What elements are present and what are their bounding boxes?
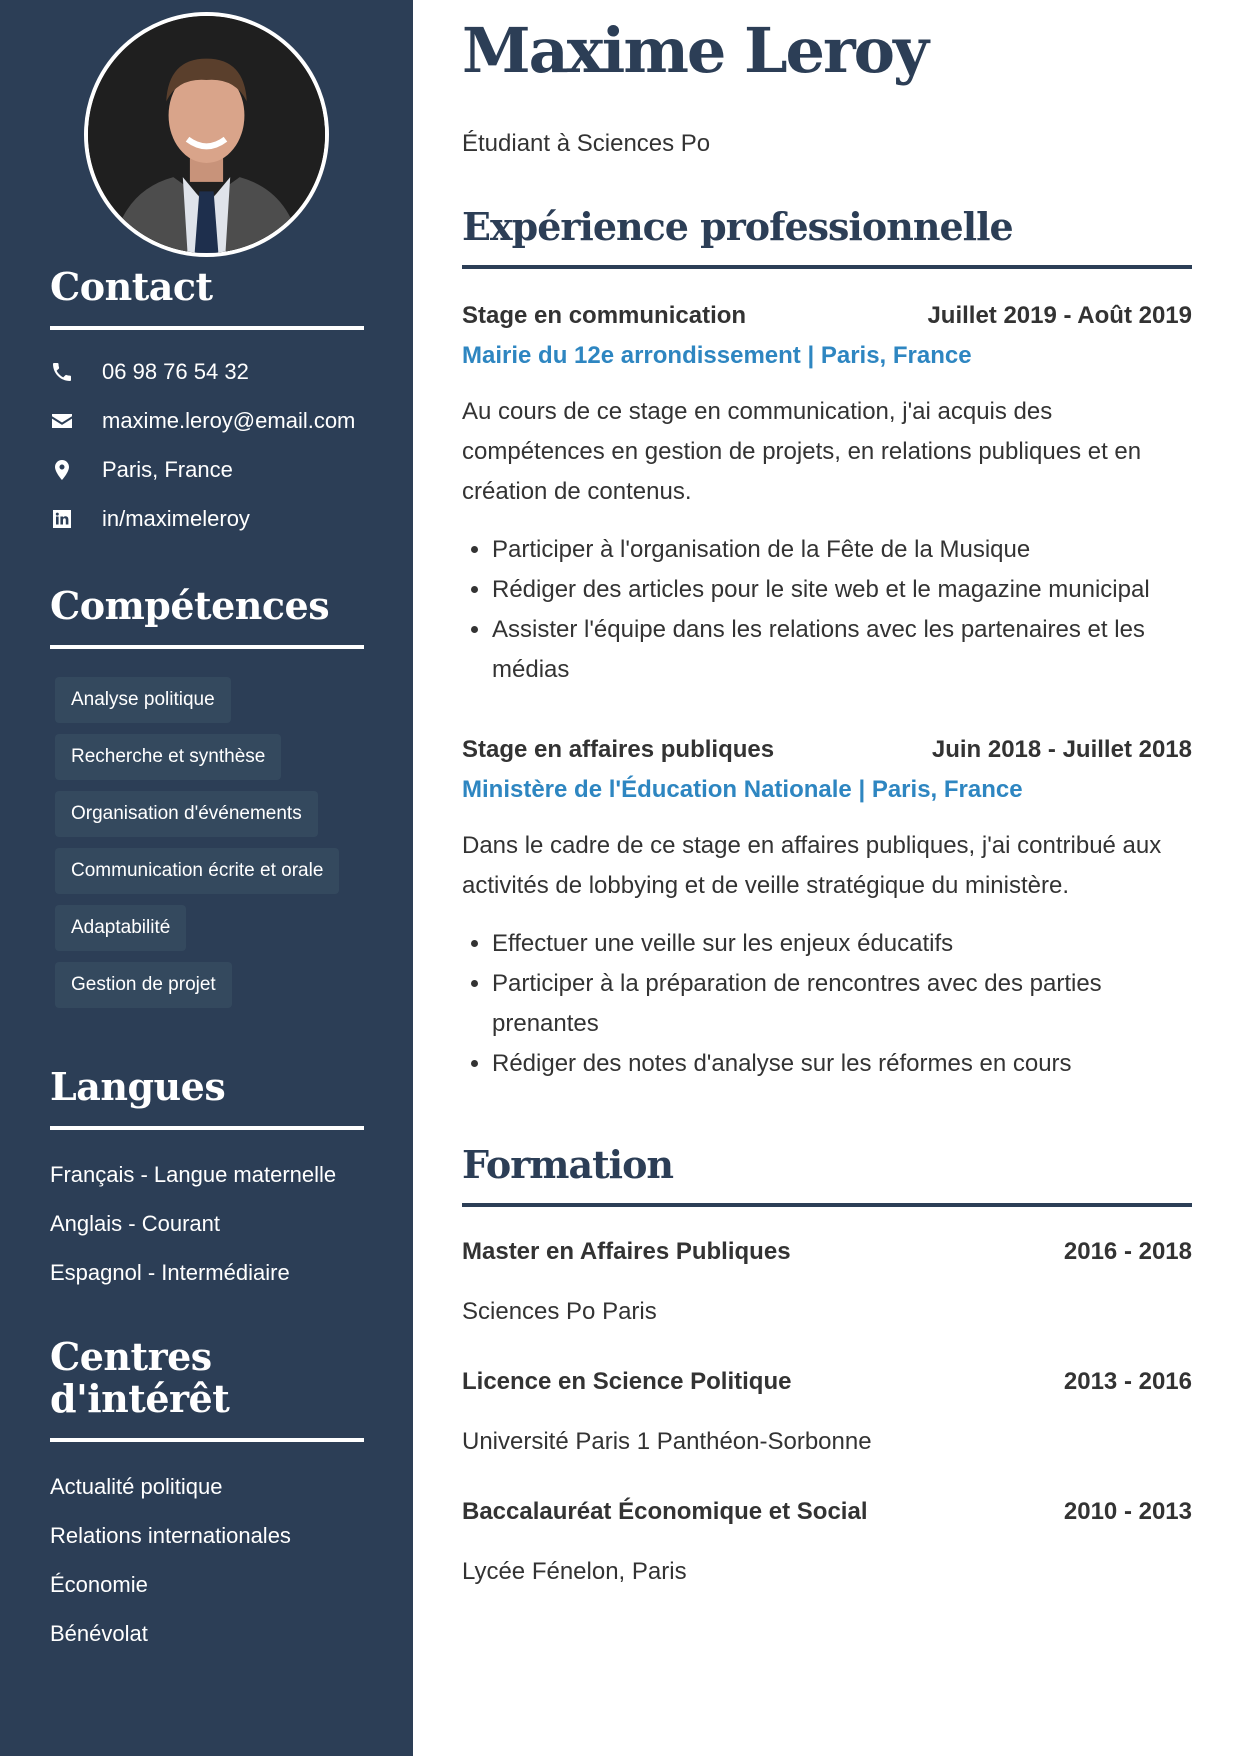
- job-header: [462, 302, 1192, 330]
- skill-tag: Adaptabilité: [55, 905, 186, 951]
- education-title: Formation: [462, 1142, 674, 1187]
- contact-list: [50, 348, 364, 544]
- interest-item: Relations internationales: [50, 1522, 291, 1548]
- job-bullet: • Participer à l'organisation de la Fête de la Musique: [492, 530, 1192, 570]
- education-dates: 2010 - 2013: [1063, 1498, 1192, 1525]
- skill-tag: Communication écrite et orale: [55, 848, 339, 894]
- profile-photo-image: [88, 16, 325, 253]
- contact-section: [50, 266, 364, 544]
- education-dates: 2016 - 2018: [1063, 1238, 1192, 1265]
- education-degree: Master en Affaires Publiques: [462, 1238, 791, 1265]
- sidebar: [0, 0, 413, 1756]
- profile-name: Maxime Leroy: [462, 14, 928, 87]
- education-header-row: [462, 1238, 1192, 1266]
- job-entry-2: [462, 736, 1192, 1084]
- skill-tag: Organisation d'événements: [55, 791, 318, 837]
- education-entry-2: [462, 1368, 1192, 1456]
- contact-location-text: Paris, France: [102, 457, 233, 483]
- linkedin-icon: [50, 507, 102, 531]
- education-entry-1: [462, 1238, 1192, 1326]
- contact-phone[interactable]: [50, 348, 364, 397]
- education-header-row: [462, 1498, 1192, 1526]
- interest-item: Bénévolat: [50, 1620, 148, 1646]
- contact-phone-text: 06 98 76 54 32: [102, 359, 249, 385]
- contact-email[interactable]: [50, 397, 364, 446]
- envelope-icon: [50, 409, 102, 433]
- education-school: Université Paris 1 Panthéon-Sorbonne: [462, 1428, 872, 1455]
- job-bullet: • Assister l'équipe dans les relations avec les partenaires et les médias: [492, 610, 1192, 690]
- skill-tag: Recherche et synthèse: [55, 734, 281, 780]
- education-dates: 2013 - 2016: [1063, 1368, 1192, 1395]
- profile-subtitle: Étudiant à Sciences Po: [462, 130, 711, 157]
- job-entry-1: [462, 302, 1192, 690]
- job-bullet: • Participer à la préparation de rencontres avec des parties prenantes: [492, 964, 1192, 1044]
- job-organization: Ministère de l'Éducation Nationale | Paris, France: [462, 776, 1023, 803]
- contact-email-text: maxime.leroy@email.com: [102, 408, 356, 434]
- job-bullets: [462, 924, 1192, 1084]
- phone-icon: [50, 360, 102, 384]
- languages-title: Langues: [50, 1064, 226, 1109]
- languages-section: [50, 1066, 364, 1297]
- skills-title: Compétences: [50, 583, 330, 628]
- skills-list: [50, 677, 364, 1008]
- job-description: Dans le cadre de ce stage en affaires publiques, j'ai contribué aux activités de lobbying et de veille stratégique du ministère.: [462, 832, 1162, 899]
- skills-divider: [50, 645, 364, 649]
- language-item: Espagnol - Intermédiaire: [50, 1259, 290, 1285]
- job-bullet: • Rédiger des notes d'analyse sur les réformes en cours: [492, 1044, 1192, 1084]
- skill-tag: Analyse politique: [55, 677, 231, 723]
- language-item: Anglais - Courant: [50, 1210, 220, 1236]
- job-bullet: • Rédiger des articles pour le site web et le magazine municipal: [492, 570, 1192, 610]
- interests-divider: [50, 1438, 364, 1442]
- education-school: Sciences Po Paris: [462, 1298, 657, 1325]
- education-degree: Baccalauréat Économique et Social: [462, 1498, 868, 1525]
- education-degree: Licence en Science Politique: [462, 1368, 792, 1395]
- job-header: [462, 736, 1192, 764]
- job-bullets: [462, 530, 1192, 690]
- education-entry-3: [462, 1498, 1192, 1586]
- language-item: Français - Langue maternelle: [50, 1161, 337, 1187]
- education-header-row: [462, 1368, 1192, 1396]
- education-school: Lycée Fénelon, Paris: [462, 1558, 687, 1585]
- contact-divider: [50, 326, 364, 330]
- job-role: Stage en communication: [462, 302, 747, 329]
- job-role: Stage en affaires publiques: [462, 736, 775, 763]
- interests-section: [50, 1336, 364, 1658]
- job-dates: Juillet 2019 - Août 2019: [927, 302, 1192, 329]
- interest-item: Économie: [50, 1571, 148, 1597]
- experience-header: [462, 204, 1192, 269]
- languages-divider: [50, 1126, 364, 1130]
- map-marker-icon: [50, 458, 102, 482]
- languages-list: [50, 1150, 364, 1297]
- job-dates: Juin 2018 - Juillet 2018: [931, 736, 1192, 763]
- contact-linkedin[interactable]: [50, 495, 364, 544]
- interest-item: Actualité politique: [50, 1473, 223, 1499]
- skills-section: [50, 585, 364, 1008]
- interests-list: [50, 1462, 364, 1658]
- job-description: Au cours de ce stage en communication, j'ai acquis des compétences en gestion de projets, en relations publiques et en création de contenus.: [462, 398, 1142, 505]
- experience-divider: [462, 265, 1192, 269]
- education-header: [462, 1142, 1192, 1207]
- contact-linkedin-text: in/maximeleroy: [102, 506, 250, 532]
- education-divider: [462, 1203, 1192, 1207]
- job-bullet: • Effectuer une veille sur les enjeux éducatifs: [492, 924, 1192, 964]
- experience-title: Expérience professionnelle: [462, 204, 1013, 249]
- contact-location: [50, 446, 364, 495]
- interests-title: Centres d'intérêt: [50, 1334, 230, 1421]
- profile-photo: [84, 12, 329, 257]
- skill-tag: Gestion de projet: [55, 962, 232, 1008]
- job-organization: Mairie du 12e arrondissement | Paris, France: [462, 342, 972, 369]
- contact-title: Contact: [50, 264, 213, 309]
